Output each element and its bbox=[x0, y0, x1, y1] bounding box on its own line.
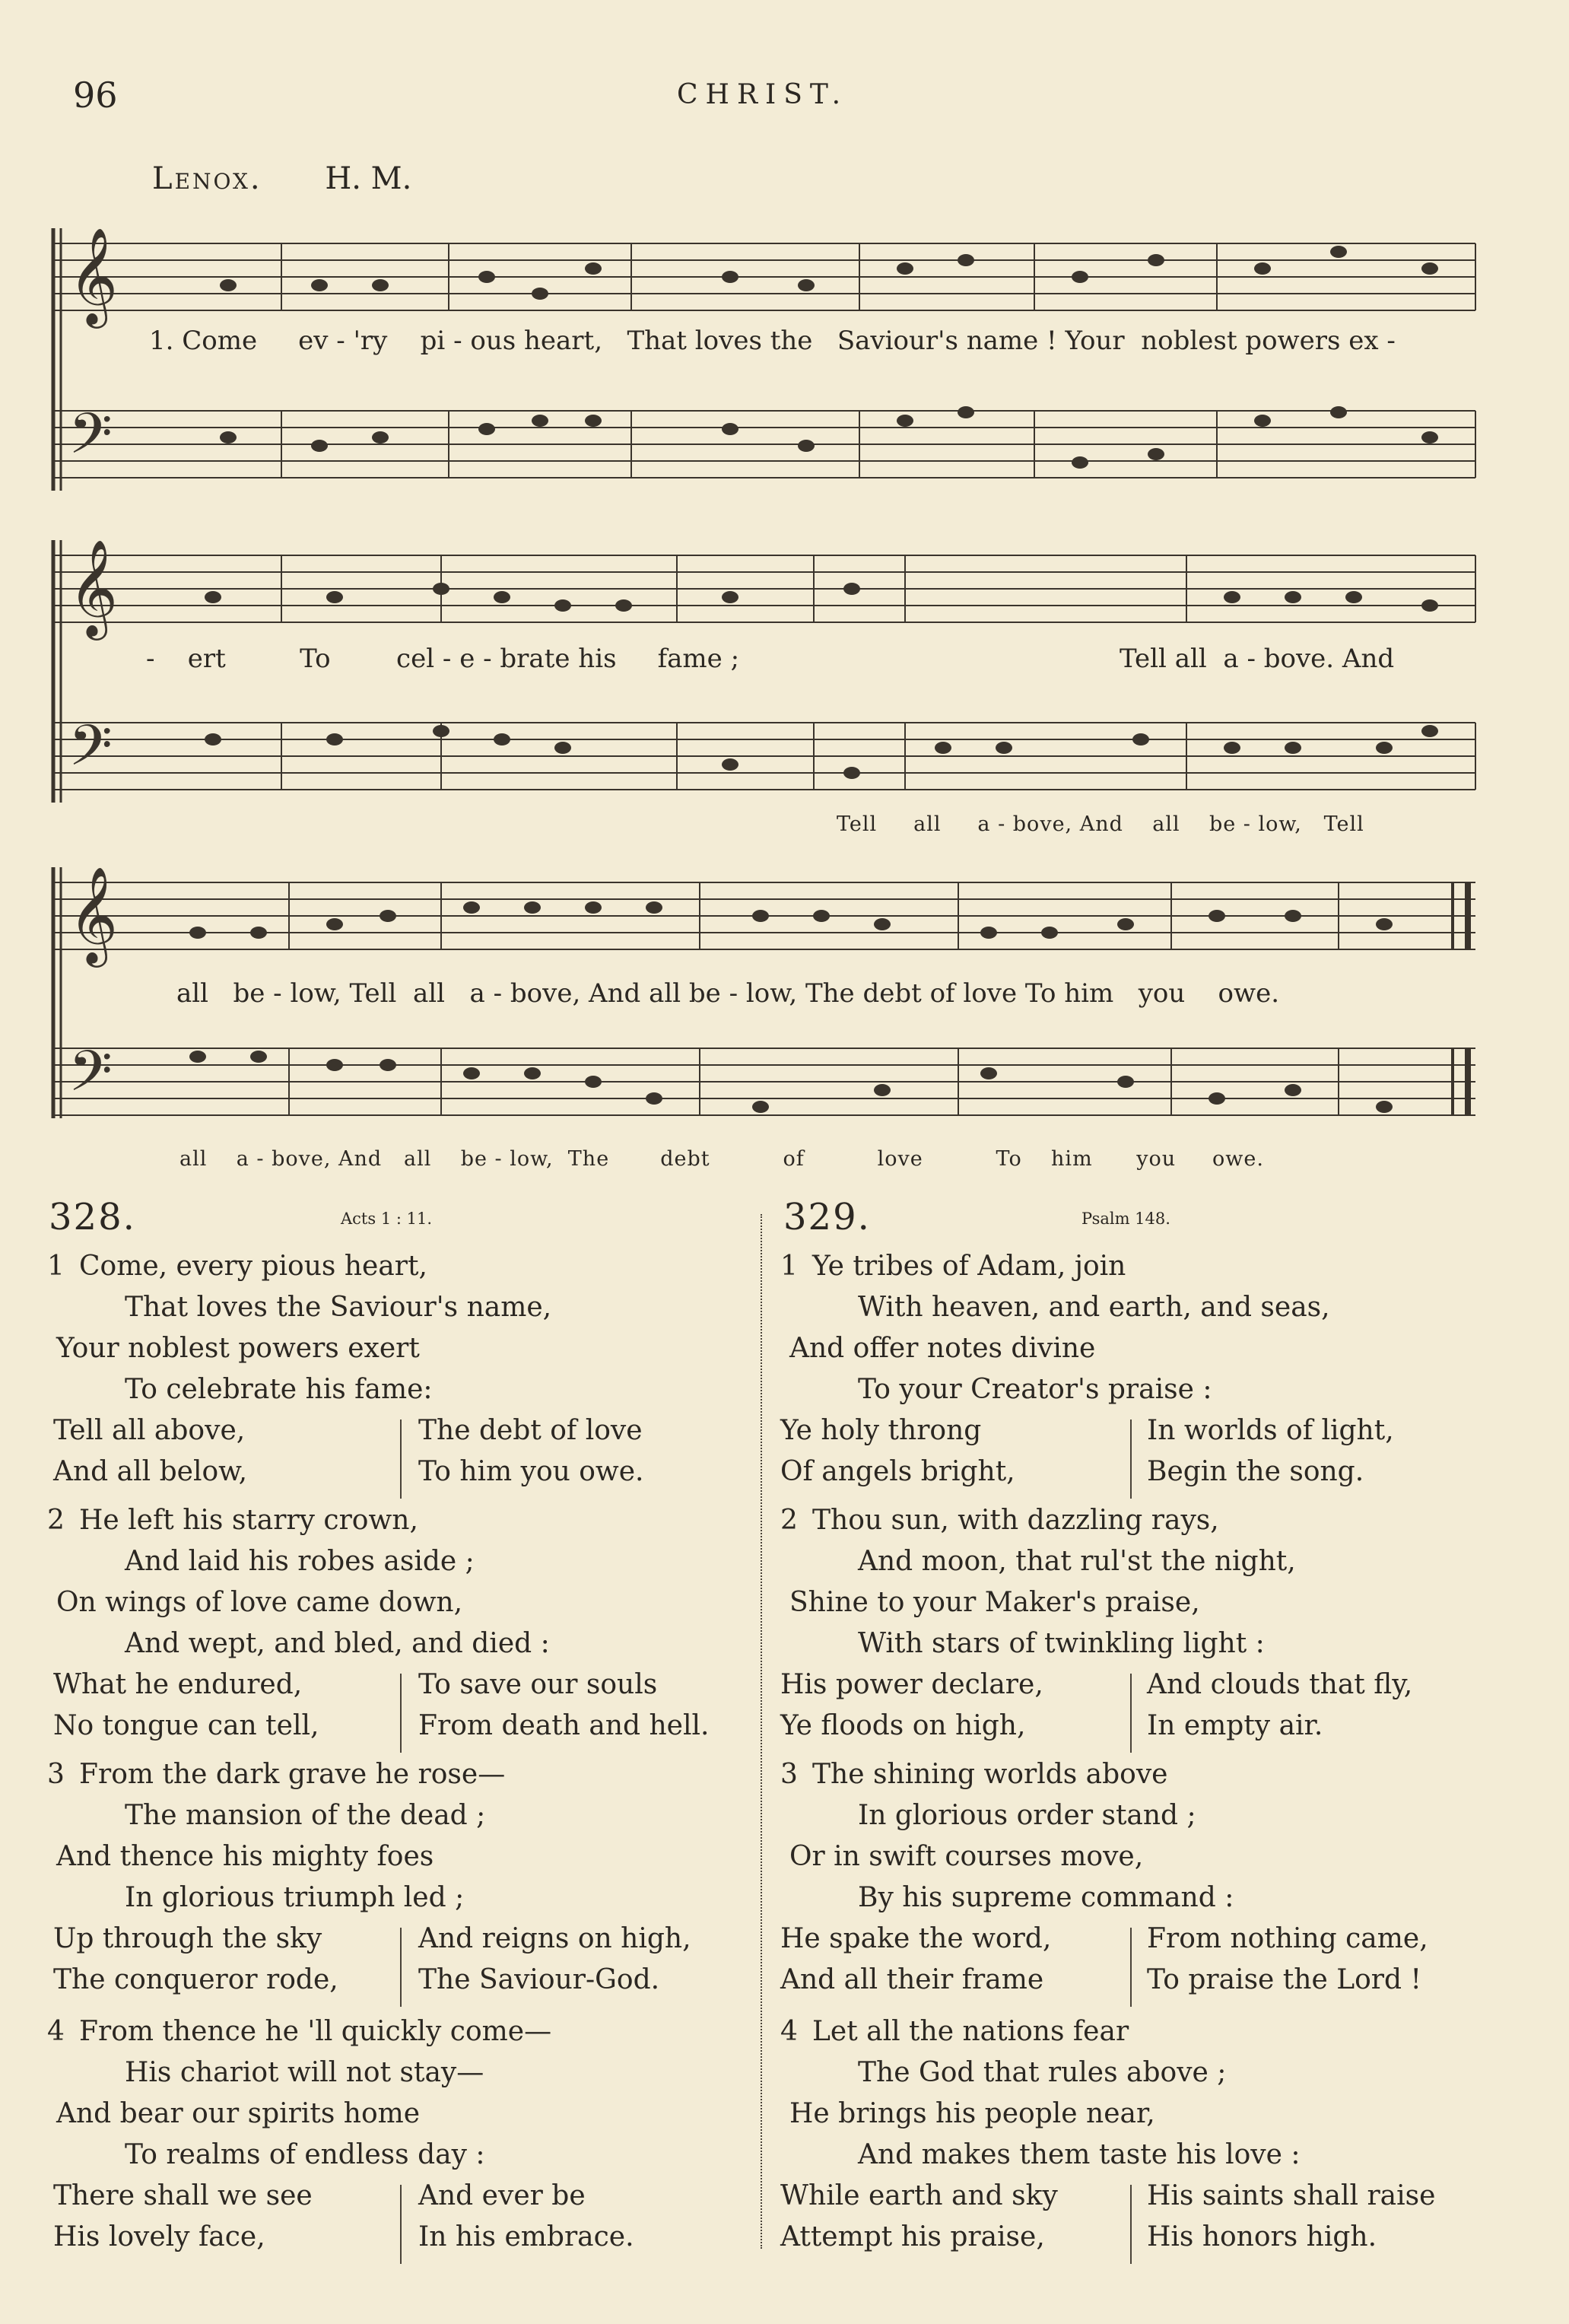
refrain-right-line: From death and hell. bbox=[418, 1710, 710, 1741]
refrain-left-line: Tell all above, bbox=[53, 1415, 246, 1446]
stanza-line: The mansion of the dead ; bbox=[125, 1800, 486, 1831]
stanza-line: Ye tribes of Adam, join bbox=[812, 1251, 1126, 1282]
music-system-1 bbox=[46, 221, 1483, 494]
svg-text:𝄞: 𝄞 bbox=[68, 539, 119, 636]
system3-treble-lyrics: all be - low, Tell all a - bove, And all be - low, The debt of love To him you owe. bbox=[176, 978, 1280, 1009]
refrain-right-line: To praise the Lord ! bbox=[1147, 1964, 1421, 1995]
system1-treble-lyrics: 1. Come ev - 'ry pi - ous heart, That loves the Saviour's name ! Your noblest powers ex - bbox=[149, 326, 1396, 356]
stanza-number: 1 bbox=[780, 1251, 798, 1282]
refrain-divider bbox=[400, 1674, 402, 1753]
stanza-line: And wept, and bled, and died : bbox=[125, 1628, 550, 1659]
stanza-line: To your Creator's praise : bbox=[858, 1374, 1212, 1405]
hymn-number: 328. bbox=[49, 1196, 136, 1238]
hymn-reference: Psalm 148. bbox=[1081, 1210, 1170, 1228]
system2-treble-lyrics: - ert To cel - e - brate his fame ; bbox=[146, 644, 740, 674]
stanza-line: He brings his people near, bbox=[789, 2098, 1155, 2129]
stanza-number: 2 bbox=[47, 1505, 65, 1536]
refrain-right-line: And clouds that fly, bbox=[1147, 1669, 1413, 1700]
stanza-line: Or in swift courses move, bbox=[789, 1841, 1144, 1872]
stanza-line: And bear our spirits home bbox=[56, 2098, 421, 2129]
refrain-divider bbox=[1130, 1420, 1132, 1499]
refrain-left-line: Up through the sky bbox=[53, 1923, 322, 1954]
refrain-left-line: The conqueror rode, bbox=[53, 1964, 338, 1995]
svg-text:𝄢: 𝄢 bbox=[68, 1038, 113, 1118]
refrain-divider bbox=[1130, 1674, 1132, 1753]
page-number: 96 bbox=[73, 75, 118, 116]
stanza-line: Let all the nations fear bbox=[812, 2016, 1129, 2047]
refrain-left-line: There shall we see bbox=[53, 2180, 313, 2211]
hymn-number: 329. bbox=[783, 1196, 871, 1238]
svg-text:𝄢: 𝄢 bbox=[68, 713, 113, 793]
stanza-number: 3 bbox=[47, 1759, 65, 1790]
refrain-right-line: From nothing came, bbox=[1147, 1923, 1428, 1954]
tune-heading bbox=[152, 161, 411, 196]
refrain-left-line: His power declare, bbox=[780, 1669, 1043, 1700]
refrain-right-line: Begin the song. bbox=[1147, 1456, 1364, 1487]
refrain-right-line: To save our souls bbox=[418, 1669, 658, 1700]
stanza-line: To realms of endless day : bbox=[125, 2139, 485, 2170]
stanza-line: And makes them taste his love : bbox=[858, 2139, 1301, 2170]
refrain-right-line: In empty air. bbox=[1147, 1710, 1323, 1741]
hymn-reference: Acts 1 : 11. bbox=[341, 1210, 433, 1228]
refrain-right-line: And reigns on high, bbox=[418, 1923, 691, 1954]
stanza-number: 3 bbox=[780, 1759, 798, 1790]
tune-meter: H. M. bbox=[325, 161, 412, 196]
refrain-right-line: To him you owe. bbox=[418, 1456, 644, 1487]
refrain-right-line: His saints shall raise bbox=[1147, 2180, 1436, 2211]
stanza-line: And moon, that rul'st the night, bbox=[858, 1546, 1296, 1577]
refrain-left-line: Attempt his praise, bbox=[780, 2221, 1045, 2252]
stanza-line: In glorious triumph led ; bbox=[125, 1882, 465, 1913]
stanza-line: And laid his robes aside ; bbox=[125, 1546, 475, 1577]
refrain-divider bbox=[1130, 1928, 1132, 2007]
stanza-line: Come, every pious heart, bbox=[79, 1251, 427, 1282]
stanza-line: With stars of twinkling light : bbox=[858, 1628, 1265, 1659]
refrain-left-line: Ye floods on high, bbox=[780, 1710, 1026, 1741]
refrain-divider bbox=[400, 2185, 402, 2264]
refrain-left-line: Ye holy throng bbox=[780, 1415, 982, 1446]
stanza-line: To celebrate his fame: bbox=[125, 1374, 433, 1405]
refrain-left-line: And all their frame bbox=[780, 1964, 1044, 1995]
stanza-line: Thou sun, with dazzling rays, bbox=[812, 1505, 1219, 1536]
refrain-right-line: In his embrace. bbox=[418, 2221, 634, 2252]
column-divider bbox=[761, 1214, 762, 2249]
stanza-line: By his supreme command : bbox=[858, 1882, 1234, 1913]
stanza-line: The God that rules above ; bbox=[858, 2057, 1227, 2088]
refrain-right-line: The Saviour-God. bbox=[418, 1964, 660, 1995]
stanza-line: With heaven, and earth, and seas, bbox=[858, 1292, 1330, 1323]
stanza-number: 4 bbox=[780, 2016, 798, 2047]
stanza-line: He left his starry crown, bbox=[79, 1505, 418, 1536]
refrain-divider bbox=[1130, 2185, 1132, 2264]
stanza-number: 4 bbox=[47, 2016, 65, 2047]
stanza-line: And thence his mighty foes bbox=[56, 1841, 434, 1872]
svg-text:𝄞: 𝄞 bbox=[68, 866, 119, 963]
stanza-line: Your noblest powers exert bbox=[56, 1333, 420, 1364]
refrain-left-line: While earth and sky bbox=[780, 2180, 1058, 2211]
refrain-left-line: His lovely face, bbox=[53, 2221, 265, 2252]
tune-name: Lenox. bbox=[152, 161, 262, 196]
stanza-line: On wings of love came down, bbox=[56, 1587, 463, 1618]
stanza-line: That loves the Saviour's name, bbox=[125, 1292, 552, 1323]
refrain-right-line: The debt of love bbox=[418, 1415, 643, 1446]
stanza-line: Shine to your Maker's praise, bbox=[789, 1587, 1200, 1618]
refrain-right-line: His honors high. bbox=[1147, 2221, 1377, 2252]
stanza-number: 2 bbox=[780, 1505, 798, 1536]
refrain-right-line: And ever be bbox=[418, 2180, 586, 2211]
refrain-left-line: And all below, bbox=[53, 1456, 248, 1487]
stanza-line: His chariot will not stay— bbox=[125, 2057, 484, 2088]
stanza-line: From thence he 'll quickly come— bbox=[79, 2016, 552, 2047]
system2-bass-lyrics: Tell all a - bove, And all be - low, Tell bbox=[837, 812, 1364, 836]
refrain-divider bbox=[400, 1928, 402, 2007]
refrain-right-line: In worlds of light, bbox=[1147, 1415, 1394, 1446]
running-title: CHRIST. bbox=[677, 79, 849, 110]
stanza-line: And offer notes divine bbox=[789, 1333, 1096, 1364]
stanza-line: In glorious order stand ; bbox=[858, 1800, 1196, 1831]
stanza-line: The shining worlds above bbox=[812, 1759, 1168, 1790]
refrain-divider bbox=[400, 1420, 402, 1499]
refrain-left-line: Of angels bright, bbox=[780, 1456, 1015, 1487]
refrain-left-line: He spake the word, bbox=[780, 1923, 1052, 1954]
stanza-line: From the dark grave he rose— bbox=[79, 1759, 506, 1790]
system3-bass-lyrics: all a - bove, And all be - low, The debt of love To him you owe. bbox=[179, 1147, 1264, 1171]
refrain-left-line: What he endured, bbox=[53, 1669, 303, 1700]
svg-text:𝄢: 𝄢 bbox=[68, 401, 113, 481]
refrain-left-line: No tongue can tell, bbox=[53, 1710, 319, 1741]
system2-treble-lyrics-right: Tell all a - bove. And bbox=[1120, 644, 1395, 674]
svg-text:𝄞: 𝄞 bbox=[68, 227, 119, 324]
stanza-number: 1 bbox=[47, 1251, 65, 1282]
